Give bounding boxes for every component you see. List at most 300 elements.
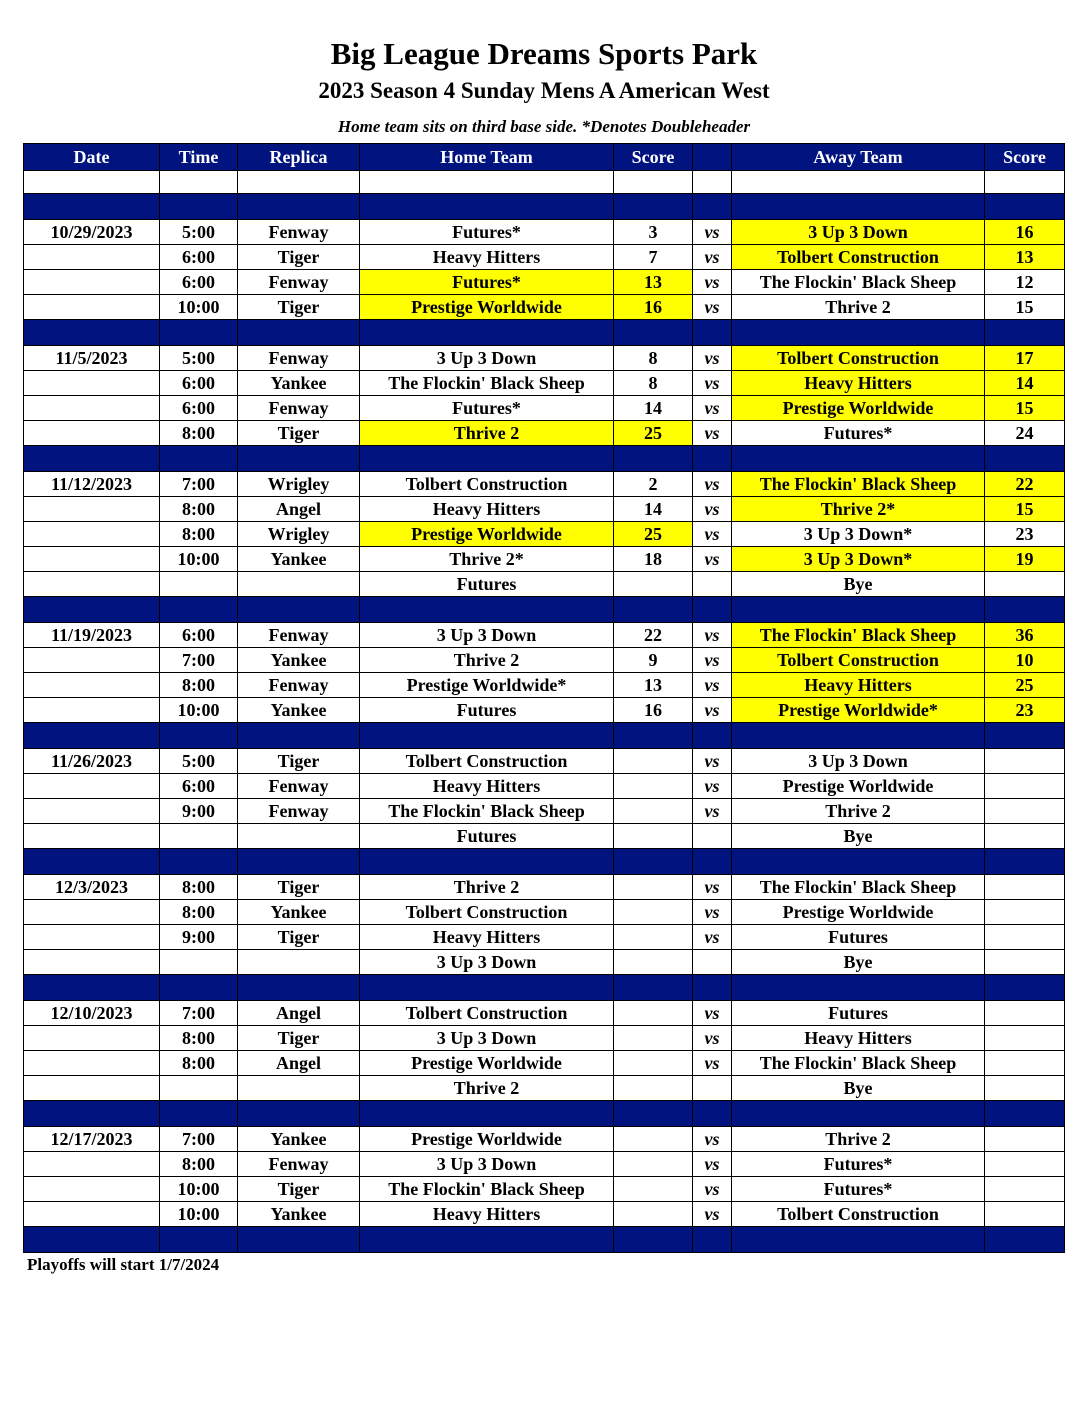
game-replica: Yankee — [238, 900, 360, 925]
game-row — [24, 421, 1065, 446]
game-replica: Yankee — [238, 1202, 360, 1227]
game-date — [24, 270, 160, 295]
home-score — [614, 1051, 693, 1076]
away-score — [985, 749, 1065, 774]
vs-label: vs — [693, 749, 732, 774]
game-date — [24, 1202, 160, 1227]
home-team: Thrive 2 — [360, 648, 614, 673]
vs-label: vs — [693, 270, 732, 295]
home-score: 9 — [614, 648, 693, 673]
game-replica: Yankee — [238, 698, 360, 723]
game-time: 6:00 — [160, 245, 238, 270]
away-score: 36 — [985, 623, 1065, 648]
vs-label: vs — [693, 774, 732, 799]
game-row — [24, 1177, 1065, 1202]
away-score: 23 — [985, 522, 1065, 547]
away-score: 22 — [985, 472, 1065, 497]
game-replica: Fenway — [238, 1152, 360, 1177]
home-score: 2 — [614, 472, 693, 497]
home-team: 3 Up 3 Down — [360, 623, 614, 648]
game-replica: Tiger — [238, 421, 360, 446]
game-replica — [238, 1076, 360, 1101]
vs-label: vs — [693, 799, 732, 824]
game-date — [24, 1076, 160, 1101]
home-team: Prestige Worldwide — [360, 295, 614, 320]
game-date: 11/26/2023 — [24, 749, 160, 774]
game-row — [24, 824, 1065, 849]
column-header-replica: Replica — [238, 144, 360, 171]
game-date — [24, 547, 160, 572]
game-replica: Angel — [238, 497, 360, 522]
vs-label: vs — [693, 220, 732, 245]
away-score — [985, 900, 1065, 925]
game-date — [24, 673, 160, 698]
home-score — [614, 749, 693, 774]
game-replica — [238, 950, 360, 975]
away-score: 13 — [985, 245, 1065, 270]
home-score: 13 — [614, 270, 693, 295]
away-score — [985, 799, 1065, 824]
schedule-table — [23, 143, 1065, 1253]
game-date — [24, 245, 160, 270]
game-time — [160, 950, 238, 975]
home-team: Tolbert Construction — [360, 900, 614, 925]
home-score: 7 — [614, 245, 693, 270]
home-team: Prestige Worldwide — [360, 1051, 614, 1076]
home-team: Thrive 2 — [360, 1076, 614, 1101]
away-team: Prestige Worldwide — [732, 396, 985, 421]
game-time: 8:00 — [160, 1026, 238, 1051]
away-score — [985, 1177, 1065, 1202]
page-title: Big League Dreams Sports Park — [330, 36, 758, 71]
away-team: The Flockin' Black Sheep — [732, 270, 985, 295]
away-team: The Flockin' Black Sheep — [732, 623, 985, 648]
home-team: Futures — [360, 824, 614, 849]
away-team: Tolbert Construction — [732, 648, 985, 673]
home-team: Heavy Hitters — [360, 925, 614, 950]
game-row — [24, 925, 1065, 950]
vs-label: vs — [693, 396, 732, 421]
game-time: 8:00 — [160, 1051, 238, 1076]
game-time — [160, 1076, 238, 1101]
vs-label: vs — [693, 497, 732, 522]
game-time: 8:00 — [160, 673, 238, 698]
game-time: 7:00 — [160, 1001, 238, 1026]
column-header-away-score: Score — [985, 144, 1065, 171]
game-row — [24, 1152, 1065, 1177]
away-score: 24 — [985, 421, 1065, 446]
away-team: Thrive 2* — [732, 497, 985, 522]
game-replica: Yankee — [238, 1127, 360, 1152]
week-separator-row — [24, 975, 1065, 1001]
home-team: Heavy Hitters — [360, 497, 614, 522]
column-header-date: Date — [24, 144, 160, 171]
game-replica: Fenway — [238, 220, 360, 245]
away-team: Futures* — [732, 1177, 985, 1202]
home-score — [614, 875, 693, 900]
home-score: 25 — [614, 522, 693, 547]
game-date — [24, 1177, 160, 1202]
game-time: 5:00 — [160, 220, 238, 245]
vs-label: vs — [693, 522, 732, 547]
week-separator-row — [24, 849, 1065, 875]
game-date: 12/17/2023 — [24, 1127, 160, 1152]
home-score: 3 — [614, 220, 693, 245]
home-score — [614, 1076, 693, 1101]
game-row — [24, 220, 1065, 245]
away-team: 3 Up 3 Down* — [732, 522, 985, 547]
home-team: Futures* — [360, 396, 614, 421]
home-team: The Flockin' Black Sheep — [360, 371, 614, 396]
game-date — [24, 1152, 160, 1177]
home-team: Futures* — [360, 270, 614, 295]
away-team: Bye — [732, 824, 985, 849]
away-score — [985, 774, 1065, 799]
vs-label: vs — [693, 673, 732, 698]
game-row — [24, 749, 1065, 774]
game-date: 11/19/2023 — [24, 623, 160, 648]
home-team: 3 Up 3 Down — [360, 1152, 614, 1177]
game-date: 11/5/2023 — [24, 346, 160, 371]
game-time: 8:00 — [160, 522, 238, 547]
week-separator-row — [24, 597, 1065, 623]
vs-label: vs — [693, 648, 732, 673]
vs-label: vs — [693, 698, 732, 723]
game-time: 8:00 — [160, 875, 238, 900]
vs-label — [693, 572, 732, 597]
game-row — [24, 1127, 1065, 1152]
game-time: 8:00 — [160, 1152, 238, 1177]
game-row — [24, 648, 1065, 673]
game-row — [24, 950, 1065, 975]
game-date — [24, 698, 160, 723]
game-date: 10/29/2023 — [24, 220, 160, 245]
game-row — [24, 1051, 1065, 1076]
away-team: Bye — [732, 950, 985, 975]
game-date — [24, 1051, 160, 1076]
away-score: 10 — [985, 648, 1065, 673]
home-team: 3 Up 3 Down — [360, 950, 614, 975]
home-team: Futures — [360, 698, 614, 723]
game-replica: Wrigley — [238, 522, 360, 547]
game-time: 10:00 — [160, 698, 238, 723]
game-time: 8:00 — [160, 421, 238, 446]
away-team: Tolbert Construction — [732, 245, 985, 270]
game-time: 7:00 — [160, 472, 238, 497]
away-score: 19 — [985, 547, 1065, 572]
game-row — [24, 245, 1065, 270]
away-score: 14 — [985, 371, 1065, 396]
vs-label: vs — [693, 472, 732, 497]
away-score: 25 — [985, 673, 1065, 698]
game-date: 11/12/2023 — [24, 472, 160, 497]
away-score — [985, 1001, 1065, 1026]
home-team: The Flockin' Black Sheep — [360, 1177, 614, 1202]
vs-label: vs — [693, 1127, 732, 1152]
away-score: 12 — [985, 270, 1065, 295]
vs-label: vs — [693, 346, 732, 371]
game-replica: Wrigley — [238, 472, 360, 497]
game-replica: Fenway — [238, 774, 360, 799]
away-team: Heavy Hitters — [732, 371, 985, 396]
game-date — [24, 497, 160, 522]
away-team: Tolbert Construction — [732, 346, 985, 371]
game-row — [24, 673, 1065, 698]
home-team: Heavy Hitters — [360, 774, 614, 799]
home-score: 14 — [614, 396, 693, 421]
game-date — [24, 925, 160, 950]
away-score — [985, 572, 1065, 597]
home-score: 18 — [614, 547, 693, 572]
home-team: 3 Up 3 Down — [360, 1026, 614, 1051]
game-row — [24, 547, 1065, 572]
vs-label: vs — [693, 1051, 732, 1076]
away-score — [985, 824, 1065, 849]
column-header-home-score: Score — [614, 144, 693, 171]
home-score — [614, 1177, 693, 1202]
game-time: 6:00 — [160, 396, 238, 421]
week-separator-row — [24, 723, 1065, 749]
game-replica: Fenway — [238, 346, 360, 371]
game-time: 10:00 — [160, 1202, 238, 1227]
game-time: 9:00 — [160, 925, 238, 950]
home-team: 3 Up 3 Down — [360, 346, 614, 371]
game-time: 6:00 — [160, 623, 238, 648]
game-date — [24, 774, 160, 799]
game-replica: Fenway — [238, 396, 360, 421]
game-replica: Yankee — [238, 648, 360, 673]
away-team: The Flockin' Black Sheep — [732, 875, 985, 900]
game-date: 12/3/2023 — [24, 875, 160, 900]
game-replica: Fenway — [238, 270, 360, 295]
away-score — [985, 1076, 1065, 1101]
game-row — [24, 396, 1065, 421]
home-score — [614, 925, 693, 950]
game-row — [24, 1026, 1065, 1051]
home-team: Tolbert Construction — [360, 472, 614, 497]
vs-label — [693, 1076, 732, 1101]
week-separator-row — [24, 1101, 1065, 1127]
game-time: 8:00 — [160, 900, 238, 925]
home-team: Prestige Worldwide* — [360, 673, 614, 698]
game-replica: Tiger — [238, 1026, 360, 1051]
game-date — [24, 648, 160, 673]
game-date — [24, 295, 160, 320]
game-time: 10:00 — [160, 295, 238, 320]
away-score — [985, 1152, 1065, 1177]
away-team: Futures* — [732, 1152, 985, 1177]
home-score — [614, 1127, 693, 1152]
game-time: 5:00 — [160, 346, 238, 371]
away-team: Thrive 2 — [732, 1127, 985, 1152]
game-time: 6:00 — [160, 270, 238, 295]
home-score: 8 — [614, 346, 693, 371]
away-team: 3 Up 3 Down — [732, 749, 985, 774]
game-time: 10:00 — [160, 547, 238, 572]
game-row — [24, 698, 1065, 723]
game-replica: Yankee — [238, 547, 360, 572]
game-row — [24, 295, 1065, 320]
away-score — [985, 875, 1065, 900]
home-score: 8 — [614, 371, 693, 396]
home-score: 13 — [614, 673, 693, 698]
away-team: Prestige Worldwide — [732, 900, 985, 925]
game-row — [24, 472, 1065, 497]
vs-label: vs — [693, 547, 732, 572]
game-date — [24, 371, 160, 396]
away-score: 15 — [985, 295, 1065, 320]
away-score: 16 — [985, 220, 1065, 245]
game-date — [24, 1026, 160, 1051]
game-time: 7:00 — [160, 648, 238, 673]
away-team: Tolbert Construction — [732, 1202, 985, 1227]
game-replica: Fenway — [238, 673, 360, 698]
game-replica: Fenway — [238, 623, 360, 648]
game-replica: Angel — [238, 1051, 360, 1076]
home-team: Tolbert Construction — [360, 749, 614, 774]
schedule-note: Home team sits on third base side. *Denotes Doubleheader — [337, 117, 751, 136]
game-row — [24, 875, 1065, 900]
home-score — [614, 824, 693, 849]
away-team: Thrive 2 — [732, 799, 985, 824]
away-score — [985, 1051, 1065, 1076]
page-subtitle: 2023 Season 4 Sunday Mens A American West — [318, 78, 770, 103]
game-replica: Yankee — [238, 371, 360, 396]
away-score — [985, 1127, 1065, 1152]
blank-row — [24, 171, 1065, 194]
game-date: 12/10/2023 — [24, 1001, 160, 1026]
home-score — [614, 950, 693, 975]
away-team: Heavy Hitters — [732, 1026, 985, 1051]
game-row — [24, 1202, 1065, 1227]
vs-label: vs — [693, 371, 732, 396]
away-score: 17 — [985, 346, 1065, 371]
away-score — [985, 1202, 1065, 1227]
game-time: 10:00 — [160, 1177, 238, 1202]
game-row — [24, 1076, 1065, 1101]
away-team: Bye — [732, 572, 985, 597]
game-time: 8:00 — [160, 497, 238, 522]
home-score — [614, 1152, 693, 1177]
game-row — [24, 371, 1065, 396]
game-time: 6:00 — [160, 774, 238, 799]
vs-label: vs — [693, 1177, 732, 1202]
home-team: Prestige Worldwide — [360, 522, 614, 547]
game-date — [24, 950, 160, 975]
home-team: Futures* — [360, 220, 614, 245]
game-time: 5:00 — [160, 749, 238, 774]
away-score — [985, 1026, 1065, 1051]
home-score: 25 — [614, 421, 693, 446]
game-time — [160, 824, 238, 849]
schedule-body — [24, 171, 1065, 1253]
game-row — [24, 799, 1065, 824]
game-date — [24, 900, 160, 925]
game-row — [24, 572, 1065, 597]
game-date — [24, 421, 160, 446]
away-score: 15 — [985, 497, 1065, 522]
away-team: The Flockin' Black Sheep — [732, 1051, 985, 1076]
game-row — [24, 900, 1065, 925]
vs-label: vs — [693, 875, 732, 900]
vs-label: vs — [693, 1001, 732, 1026]
home-team: Futures — [360, 572, 614, 597]
away-score: 15 — [985, 396, 1065, 421]
game-date — [24, 522, 160, 547]
away-team: Prestige Worldwide* — [732, 698, 985, 723]
home-score — [614, 774, 693, 799]
away-team: Futures — [732, 925, 985, 950]
away-team: Futures* — [732, 421, 985, 446]
away-team: Heavy Hitters — [732, 673, 985, 698]
game-date — [24, 799, 160, 824]
away-team: Futures — [732, 1001, 985, 1026]
home-team: Thrive 2 — [360, 421, 614, 446]
home-score: 16 — [614, 295, 693, 320]
away-score — [985, 950, 1065, 975]
column-header-home-team: Home Team — [360, 144, 614, 171]
game-date — [24, 396, 160, 421]
game-row — [24, 623, 1065, 648]
vs-label: vs — [693, 623, 732, 648]
vs-label: vs — [693, 295, 732, 320]
game-replica: Tiger — [238, 925, 360, 950]
home-team: Tolbert Construction — [360, 1001, 614, 1026]
vs-label: vs — [693, 900, 732, 925]
away-team: The Flockin' Black Sheep — [732, 472, 985, 497]
vs-label: vs — [693, 1202, 732, 1227]
week-separator-row — [24, 446, 1065, 472]
vs-label: vs — [693, 245, 732, 270]
home-score — [614, 900, 693, 925]
home-score: 22 — [614, 623, 693, 648]
vs-label: vs — [693, 925, 732, 950]
game-replica: Angel — [238, 1001, 360, 1026]
game-row — [24, 270, 1065, 295]
week-separator-row — [24, 194, 1065, 220]
away-team: 3 Up 3 Down — [732, 220, 985, 245]
vs-label: vs — [693, 1152, 732, 1177]
game-row — [24, 346, 1065, 371]
away-score — [985, 925, 1065, 950]
home-score — [614, 1202, 693, 1227]
away-team: 3 Up 3 Down* — [732, 547, 985, 572]
game-time: 7:00 — [160, 1127, 238, 1152]
game-time: 9:00 — [160, 799, 238, 824]
home-score: 16 — [614, 698, 693, 723]
game-replica: Fenway — [238, 799, 360, 824]
game-time — [160, 572, 238, 597]
column-header-time: Time — [160, 144, 238, 171]
week-separator-row — [24, 320, 1065, 346]
away-team: Thrive 2 — [732, 295, 985, 320]
vs-label — [693, 950, 732, 975]
home-team: Prestige Worldwide — [360, 1127, 614, 1152]
vs-label: vs — [693, 1026, 732, 1051]
game-replica: Tiger — [238, 245, 360, 270]
column-header-vs — [693, 144, 732, 171]
away-team: Bye — [732, 1076, 985, 1101]
home-score — [614, 799, 693, 824]
game-row — [24, 774, 1065, 799]
game-replica — [238, 824, 360, 849]
game-row — [24, 1001, 1065, 1026]
home-team: Heavy Hitters — [360, 1202, 614, 1227]
game-row — [24, 497, 1065, 522]
game-date — [24, 824, 160, 849]
home-score — [614, 572, 693, 597]
week-separator-row — [24, 1227, 1065, 1253]
